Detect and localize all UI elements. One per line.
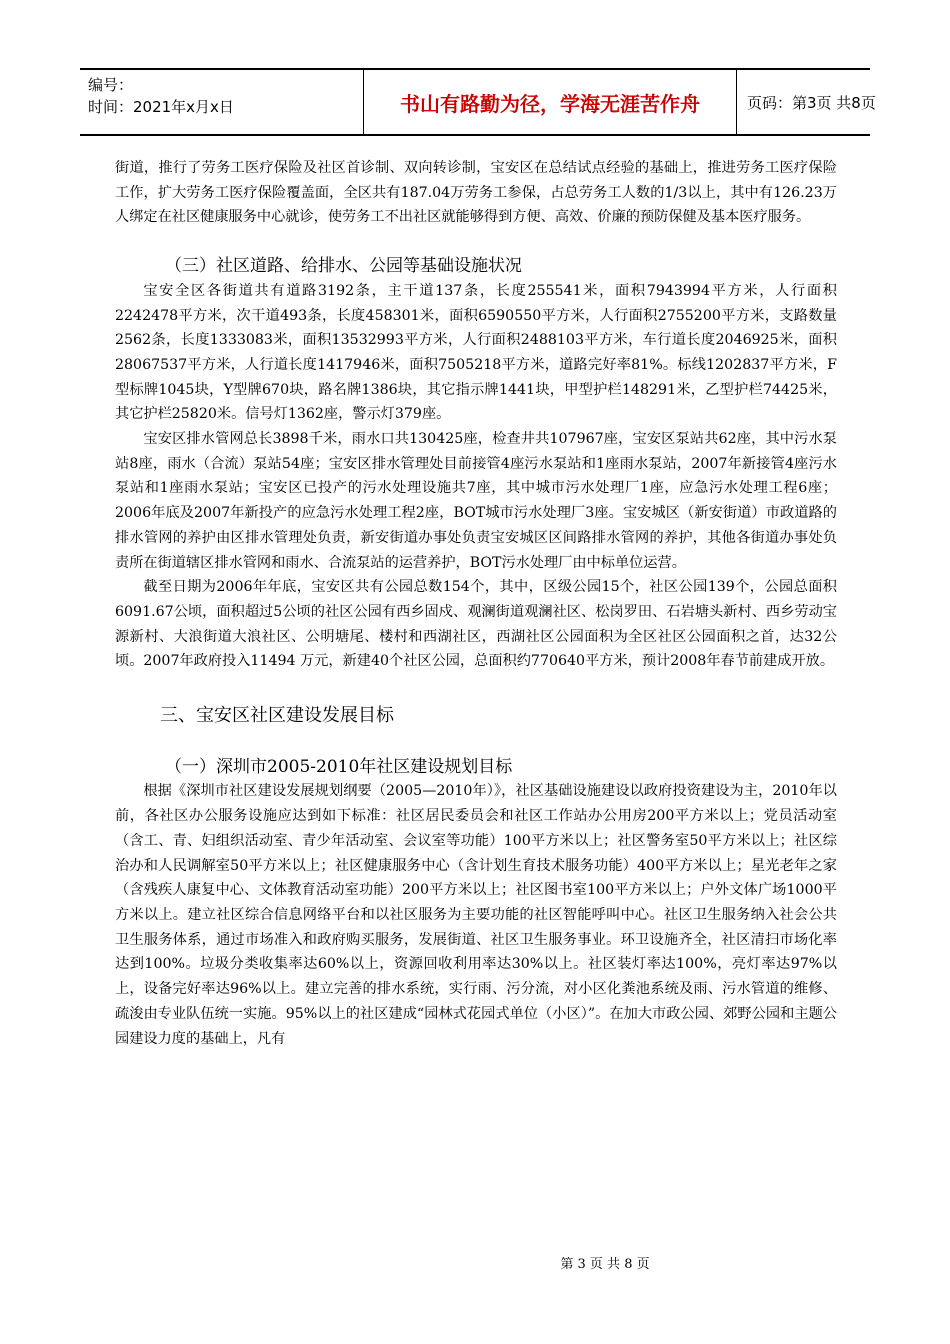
motto-text: 书山有路勤为径，学海无涯苦作舟	[400, 91, 700, 116]
document-body	[115, 156, 837, 1051]
paragraph-parks: 截至日期为2006年年底，宝安区共有公园总数154个，其中，区级公园15个，社区公园139个，公园总面积6091.67公顷，面积超过5公顷的社区公园有西乡固戍、观澜街道观澜社区、松岗罗田、石岩塘头新村、西乡劳动宝源新村、大浪街道大浪社区、公明塘尾、楼村和西湖社区，西湖社区公园面积为全区社区公园面积之首，达32公顷。2007年政府投入11494 万元，新建40个社区公园，总面积约770640平方米，预计2008年春节前建成开放。	[115, 579, 837, 670]
paragraph-plan-targets: 根据《深圳市社区建设发展规划纲要（2005—2010年）》，社区基础设施建设以政府投资建设为主，2010年以前，各社区办公服务设施应达到如下标准：社区居民委员会和社区工作站办公用房200平方米以上；党员活动室（含工、青、妇组织活动室、青少年活动室、会议室等功能）100平方米以上；社区警务室50平方米以上；社区综治办和人民调解室50平方米以上；社区健康服务中心（含计划生育技术服务功能）400平方米以上；星光老年之家（含残疾人康复中心、文体教育活动室功能）200平方米以上；社区图书室100平方米以上；户外文体广场1000平方米以上。建立社区综合信息网络平台和以社区服务为主要功能的社区智能呼叫中心。社区卫生服务纳入社会公共卫生服务体系，通过市场准入和政府购买服务，发展街道、社区卫生服务事业。环卫设施齐全，社区清扫市场化率达到100%。垃圾分类收集率达60%以上，资源回收利用率达30%以上。社区装灯率达100%，亮灯率达97%以上，设备完好率达96%以上。建立完善的排水系统，实行雨、污分流，对小区化粪池系统及雨、污水管道的维修、疏浚由专业队伍统一实施。95%以上的社区建成“园林式花园式单位（小区）”。在加大市政公园、郊野公园和主题公园建设力度的基础上，凡有	[115, 783, 837, 1047]
chapter-heading-goals: 三、宝安区社区建设发展目标	[160, 705, 394, 727]
paragraph-drainage: 宝安区排水管网总长3898千米，雨水口共130425座，检查井共107967座，宝安区泵站共62座，其中污水泵站8座，雨水（合流）泵站54座；宝安区排水管理处目前接管4座污水泵站和1座雨水泵站，2007年新接管4座污水泵站和1座雨水泵站；宝安区已投产的污水处理设施共7座，其中城市污水处理厂1座，应急污水处理工程6座；2006年底及2007年新投产的应急污水处理工程2座，BOT城市污水处理厂3座。宝安城区（新安街道）市政道路的排水管网的养护由区排水管理处负责，新安街道办事处负责宝安城区区间路排水管网的养护，其他各街道办事处负责所在街道辖区排水管网和雨水、合流泵站的运营养护，BOT污水处理厂由中标单位运营。	[115, 431, 837, 571]
section-heading-infrastructure: （三）社区道路、给排水、公园等基础设施状况	[165, 256, 522, 277]
page-footer	[0, 1253, 950, 1272]
header-motto-cell	[363, 70, 737, 134]
page-info: 页码：第3页 共8页	[747, 93, 876, 112]
footer-page-number: 第 3 页 共 8 页	[560, 1257, 650, 1272]
serial-label: 编号：	[88, 76, 134, 94]
page-header	[80, 68, 876, 136]
paragraph-roads: 宝安全区各街道共有道路3192条，主干道137条，长度255541米，面积7943994平方米，人行面积2242478平方米，次干道493条，长度458301米，面积6590550平方米，人行面积2755200平方米，支路数量2562条，长度1333083米，面积13532993平方米，人行面积2488103平方米，车行道长度2046925米，面积28067537平方米，人行道长度1417946米，面积7505218平方米，道路完好率81%。标线1202837平方米，F型标牌1045块，Y型牌670块，路名牌1386块，其它指示牌1441块，甲型护栏148291米，乙型护栏74425米，其它护栏25820米。信号灯1362座，警示灯379座。	[115, 282, 837, 423]
paragraph-labor-insurance: 街道，推行了劳务工医疗保险及社区首诊制、双向转诊制，宝安区在总结试点经验的基础上，推进劳务工医疗保险工作，扩大劳务工医疗保险覆盖面，全区共有187.04万劳务工参保，占总劳务工人数的1/3以上，其中有126.23万人绑定在社区健康服务中心就诊，使劳务工不出社区就能够得到方便、高效、价廉的预防保健及基本医疗服务。	[115, 160, 837, 226]
header-left-block	[88, 74, 283, 118]
section-heading-plan: （一）深圳市2005-2010年社区建设规划目标	[165, 756, 513, 777]
date-line: 时间：2021年x月x日	[88, 98, 234, 116]
